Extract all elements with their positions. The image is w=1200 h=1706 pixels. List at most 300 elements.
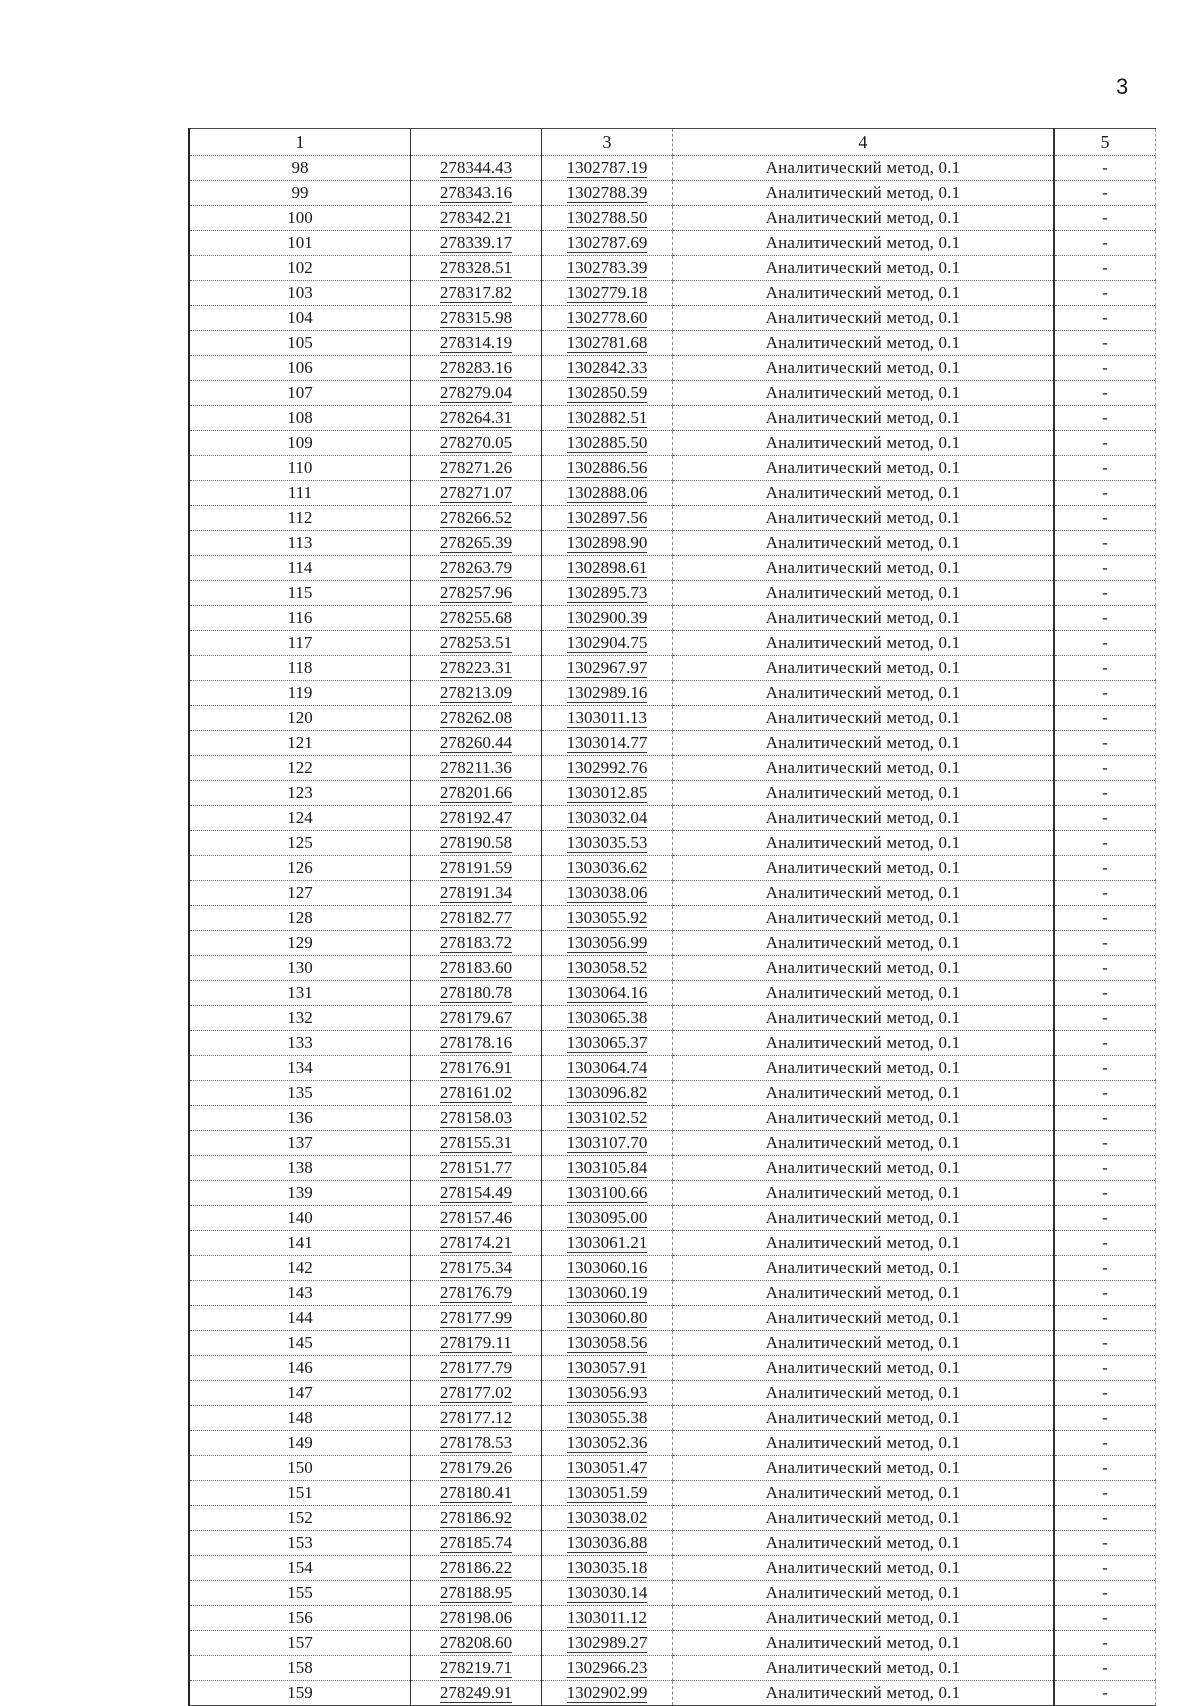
y-coordinate: 1303035.53 bbox=[566, 833, 648, 852]
point-number: 151 bbox=[189, 1481, 411, 1506]
x-coordinate: 278188.95 bbox=[439, 1583, 513, 1602]
y-coordinate: 1302895.73 bbox=[566, 583, 648, 602]
x-coordinate: 278255.68 bbox=[439, 608, 513, 627]
table-row bbox=[189, 1131, 1156, 1156]
y-coordinate-cell bbox=[542, 181, 673, 206]
note: - bbox=[1054, 1431, 1156, 1456]
y-coordinate: 1302898.90 bbox=[566, 533, 648, 552]
y-coordinate: 1303064.74 bbox=[566, 1058, 648, 1077]
x-coordinate: 278191.59 bbox=[439, 858, 513, 877]
point-number: 134 bbox=[189, 1056, 411, 1081]
point-number: 126 bbox=[189, 856, 411, 881]
y-coordinate: 1302897.56 bbox=[566, 508, 648, 527]
method-accuracy: Аналитический метод, 0.1 bbox=[673, 781, 1055, 806]
point-number: 113 bbox=[189, 531, 411, 556]
y-coordinate-cell bbox=[542, 1156, 673, 1181]
note: - bbox=[1054, 881, 1156, 906]
x-coordinate-cell bbox=[411, 1406, 542, 1431]
method-accuracy: Аналитический метод, 0.1 bbox=[673, 631, 1055, 656]
note: - bbox=[1054, 156, 1156, 181]
note: - bbox=[1054, 1531, 1156, 1556]
note: - bbox=[1054, 1081, 1156, 1106]
y-coordinate: 1302966.23 bbox=[566, 1658, 648, 1677]
x-coordinate-cell bbox=[411, 331, 542, 356]
y-coordinate: 1303036.62 bbox=[566, 858, 648, 877]
table-row bbox=[189, 981, 1156, 1006]
x-coordinate: 278253.51 bbox=[439, 633, 513, 652]
table-row bbox=[189, 681, 1156, 706]
table-row bbox=[189, 931, 1156, 956]
header-col-3: 3 bbox=[542, 129, 673, 156]
method-accuracy: Аналитический метод, 0.1 bbox=[673, 1581, 1055, 1606]
point-number: 139 bbox=[189, 1181, 411, 1206]
note: - bbox=[1054, 1631, 1156, 1656]
method-accuracy: Аналитический метод, 0.1 bbox=[673, 331, 1055, 356]
method-accuracy: Аналитический метод, 0.1 bbox=[673, 1606, 1055, 1631]
y-coordinate: 1303052.36 bbox=[566, 1433, 648, 1452]
method-accuracy: Аналитический метод, 0.1 bbox=[673, 856, 1055, 881]
table-row bbox=[189, 156, 1156, 181]
point-number: 109 bbox=[189, 431, 411, 456]
coordinates-table bbox=[188, 128, 1156, 1706]
x-coordinate: 278198.06 bbox=[439, 1608, 513, 1627]
method-accuracy: Аналитический метод, 0.1 bbox=[673, 806, 1055, 831]
point-number: 137 bbox=[189, 1131, 411, 1156]
note: - bbox=[1054, 556, 1156, 581]
x-coordinate: 278339.17 bbox=[439, 233, 513, 252]
x-coordinate: 278264.31 bbox=[439, 408, 513, 427]
y-coordinate-cell bbox=[542, 1081, 673, 1106]
point-number: 147 bbox=[189, 1381, 411, 1406]
x-coordinate-cell bbox=[411, 731, 542, 756]
x-coordinate-cell bbox=[411, 931, 542, 956]
x-coordinate-cell bbox=[411, 1556, 542, 1581]
y-coordinate: 1302900.39 bbox=[566, 608, 648, 627]
note: - bbox=[1054, 231, 1156, 256]
table-row bbox=[189, 481, 1156, 506]
method-accuracy: Аналитический метод, 0.1 bbox=[673, 306, 1055, 331]
method-accuracy: Аналитический метод, 0.1 bbox=[673, 906, 1055, 931]
x-coordinate-cell bbox=[411, 606, 542, 631]
table-row bbox=[189, 1281, 1156, 1306]
note: - bbox=[1054, 806, 1156, 831]
x-coordinate-cell bbox=[411, 1006, 542, 1031]
note: - bbox=[1054, 381, 1156, 406]
x-coordinate: 278183.60 bbox=[439, 958, 513, 977]
x-coordinate-cell bbox=[411, 781, 542, 806]
note: - bbox=[1054, 831, 1156, 856]
x-coordinate-cell bbox=[411, 156, 542, 181]
x-coordinate: 278266.52 bbox=[439, 508, 513, 527]
point-number: 150 bbox=[189, 1456, 411, 1481]
y-coordinate: 1303055.38 bbox=[566, 1408, 648, 1427]
method-accuracy: Аналитический метод, 0.1 bbox=[673, 1556, 1055, 1581]
method-accuracy: Аналитический метод, 0.1 bbox=[673, 731, 1055, 756]
y-coordinate-cell bbox=[542, 306, 673, 331]
y-coordinate: 1303035.18 bbox=[566, 1558, 648, 1577]
y-coordinate-cell bbox=[542, 656, 673, 681]
y-coordinate: 1302902.99 bbox=[566, 1683, 648, 1702]
note: - bbox=[1054, 1181, 1156, 1206]
x-coordinate-cell bbox=[411, 1206, 542, 1231]
point-number: 140 bbox=[189, 1206, 411, 1231]
x-coordinate-cell bbox=[411, 1656, 542, 1681]
note: - bbox=[1054, 1231, 1156, 1256]
point-number: 136 bbox=[189, 1106, 411, 1131]
x-coordinate: 278283.16 bbox=[439, 358, 513, 377]
x-coordinate-cell bbox=[411, 681, 542, 706]
table-row bbox=[189, 1381, 1156, 1406]
point-number: 149 bbox=[189, 1431, 411, 1456]
y-coordinate: 1303065.37 bbox=[566, 1033, 648, 1052]
note: - bbox=[1054, 1506, 1156, 1531]
table-row bbox=[189, 1406, 1156, 1431]
y-coordinate: 1303051.59 bbox=[566, 1483, 648, 1502]
y-coordinate-cell bbox=[542, 606, 673, 631]
x-coordinate: 278328.51 bbox=[439, 258, 513, 277]
y-coordinate-cell bbox=[542, 206, 673, 231]
point-number: 104 bbox=[189, 306, 411, 331]
y-coordinate: 1303030.14 bbox=[566, 1583, 648, 1602]
x-coordinate-cell bbox=[411, 556, 542, 581]
table-row bbox=[189, 956, 1156, 981]
x-coordinate-cell bbox=[411, 1631, 542, 1656]
x-coordinate-cell bbox=[411, 1381, 542, 1406]
table-row bbox=[189, 1156, 1156, 1181]
x-coordinate-cell bbox=[411, 1331, 542, 1356]
method-accuracy: Аналитический метод, 0.1 bbox=[673, 956, 1055, 981]
y-coordinate-cell bbox=[542, 256, 673, 281]
y-coordinate: 1303058.52 bbox=[566, 958, 648, 977]
y-coordinate-cell bbox=[542, 1231, 673, 1256]
note: - bbox=[1054, 581, 1156, 606]
table-row bbox=[189, 856, 1156, 881]
method-accuracy: Аналитический метод, 0.1 bbox=[673, 606, 1055, 631]
point-number: 159 bbox=[189, 1681, 411, 1706]
y-coordinate: 1303107.70 bbox=[566, 1133, 648, 1152]
y-coordinate: 1303105.84 bbox=[566, 1158, 648, 1177]
x-coordinate-cell bbox=[411, 206, 542, 231]
x-coordinate: 278211.36 bbox=[440, 758, 512, 777]
x-coordinate: 278178.53 bbox=[439, 1433, 513, 1452]
method-accuracy: Аналитический метод, 0.1 bbox=[673, 431, 1055, 456]
point-number: 120 bbox=[189, 706, 411, 731]
point-number: 154 bbox=[189, 1556, 411, 1581]
method-accuracy: Аналитический метод, 0.1 bbox=[673, 256, 1055, 281]
x-coordinate: 278344.43 bbox=[439, 158, 513, 177]
note: - bbox=[1054, 631, 1156, 656]
table-row bbox=[189, 1081, 1156, 1106]
y-coordinate: 1303096.82 bbox=[566, 1083, 648, 1102]
table-row bbox=[189, 406, 1156, 431]
y-coordinate-cell bbox=[542, 1681, 673, 1706]
table-row bbox=[189, 1306, 1156, 1331]
x-coordinate: 278177.79 bbox=[439, 1358, 513, 1377]
x-coordinate: 278342.21 bbox=[439, 208, 513, 227]
point-number: 116 bbox=[189, 606, 411, 631]
x-coordinate: 278249.91 bbox=[439, 1683, 513, 1702]
y-coordinate: 1303036.88 bbox=[566, 1533, 648, 1552]
y-coordinate-cell bbox=[542, 831, 673, 856]
table-row bbox=[189, 581, 1156, 606]
note: - bbox=[1054, 1331, 1156, 1356]
note: - bbox=[1054, 1381, 1156, 1406]
x-coordinate: 278190.58 bbox=[439, 833, 513, 852]
y-coordinate: 1303057.91 bbox=[566, 1358, 648, 1377]
y-coordinate-cell bbox=[542, 706, 673, 731]
x-coordinate: 278151.77 bbox=[439, 1158, 513, 1177]
point-number: 133 bbox=[189, 1031, 411, 1056]
note: - bbox=[1054, 606, 1156, 631]
x-coordinate-cell bbox=[411, 656, 542, 681]
method-accuracy: Аналитический метод, 0.1 bbox=[673, 181, 1055, 206]
point-number: 146 bbox=[189, 1356, 411, 1381]
method-accuracy: Аналитический метод, 0.1 bbox=[673, 981, 1055, 1006]
y-coordinate-cell bbox=[542, 556, 673, 581]
note: - bbox=[1054, 1581, 1156, 1606]
note: - bbox=[1054, 706, 1156, 731]
x-coordinate: 278343.16 bbox=[439, 183, 513, 202]
note: - bbox=[1054, 1206, 1156, 1231]
method-accuracy: Аналитический метод, 0.1 bbox=[673, 456, 1055, 481]
point-number: 129 bbox=[189, 931, 411, 956]
x-coordinate-cell bbox=[411, 1431, 542, 1456]
method-accuracy: Аналитический метод, 0.1 bbox=[673, 581, 1055, 606]
y-coordinate-cell bbox=[542, 681, 673, 706]
x-coordinate: 278182.77 bbox=[439, 908, 513, 927]
x-coordinate: 278177.12 bbox=[439, 1408, 513, 1427]
table-row bbox=[189, 506, 1156, 531]
y-coordinate-cell bbox=[542, 1056, 673, 1081]
note: - bbox=[1054, 256, 1156, 281]
table-row bbox=[189, 1256, 1156, 1281]
x-coordinate: 278265.39 bbox=[439, 533, 513, 552]
x-coordinate-cell bbox=[411, 631, 542, 656]
note: - bbox=[1054, 1406, 1156, 1431]
y-coordinate-cell bbox=[542, 1006, 673, 1031]
point-number: 100 bbox=[189, 206, 411, 231]
y-coordinate-cell bbox=[542, 1606, 673, 1631]
x-coordinate: 278186.92 bbox=[439, 1508, 513, 1527]
table-row bbox=[189, 656, 1156, 681]
note: - bbox=[1054, 681, 1156, 706]
y-coordinate-cell bbox=[542, 406, 673, 431]
x-coordinate: 278176.91 bbox=[439, 1058, 513, 1077]
table-row bbox=[189, 1581, 1156, 1606]
note: - bbox=[1054, 1106, 1156, 1131]
point-number: 152 bbox=[189, 1506, 411, 1531]
x-coordinate-cell bbox=[411, 1081, 542, 1106]
note: - bbox=[1054, 531, 1156, 556]
point-number: 141 bbox=[189, 1231, 411, 1256]
y-coordinate-cell bbox=[542, 381, 673, 406]
y-coordinate: 1302788.39 bbox=[566, 183, 648, 202]
x-coordinate-cell bbox=[411, 1306, 542, 1331]
table-row bbox=[189, 1056, 1156, 1081]
y-coordinate: 1302842.33 bbox=[566, 358, 648, 377]
y-coordinate-cell bbox=[542, 1281, 673, 1306]
x-coordinate: 278262.08 bbox=[439, 708, 513, 727]
point-number: 155 bbox=[189, 1581, 411, 1606]
method-accuracy: Аналитический метод, 0.1 bbox=[673, 406, 1055, 431]
y-coordinate-cell bbox=[542, 431, 673, 456]
x-coordinate: 278179.67 bbox=[439, 1008, 513, 1027]
y-coordinate: 1302778.60 bbox=[566, 308, 648, 327]
x-coordinate-cell bbox=[411, 1531, 542, 1556]
x-coordinate-cell bbox=[411, 956, 542, 981]
x-coordinate-cell bbox=[411, 881, 542, 906]
y-coordinate-cell bbox=[542, 1106, 673, 1131]
point-number: 123 bbox=[189, 781, 411, 806]
point-number: 117 bbox=[189, 631, 411, 656]
x-coordinate: 278257.96 bbox=[439, 583, 513, 602]
point-number: 124 bbox=[189, 806, 411, 831]
y-coordinate: 1303060.80 bbox=[566, 1308, 648, 1327]
point-number: 128 bbox=[189, 906, 411, 931]
note: - bbox=[1054, 1481, 1156, 1506]
point-number: 99 bbox=[189, 181, 411, 206]
x-coordinate: 278177.02 bbox=[439, 1383, 513, 1402]
point-number: 142 bbox=[189, 1256, 411, 1281]
header-col-5: 5 bbox=[1054, 129, 1156, 156]
y-coordinate: 1303102.52 bbox=[566, 1108, 648, 1127]
table-row bbox=[189, 1181, 1156, 1206]
method-accuracy: Аналитический метод, 0.1 bbox=[673, 1531, 1055, 1556]
table-row bbox=[189, 206, 1156, 231]
x-coordinate-cell bbox=[411, 481, 542, 506]
method-accuracy: Аналитический метод, 0.1 bbox=[673, 756, 1055, 781]
table-row bbox=[189, 531, 1156, 556]
y-coordinate: 1303056.93 bbox=[566, 1383, 648, 1402]
x-coordinate: 278315.98 bbox=[439, 308, 513, 327]
x-coordinate-cell bbox=[411, 231, 542, 256]
method-accuracy: Аналитический метод, 0.1 bbox=[673, 1256, 1055, 1281]
note: - bbox=[1054, 1056, 1156, 1081]
note: - bbox=[1054, 356, 1156, 381]
y-coordinate-cell bbox=[542, 1331, 673, 1356]
x-coordinate: 278157.46 bbox=[439, 1208, 513, 1227]
point-number: 106 bbox=[189, 356, 411, 381]
method-accuracy: Аналитический метод, 0.1 bbox=[673, 1281, 1055, 1306]
note: - bbox=[1054, 306, 1156, 331]
x-coordinate: 278180.41 bbox=[439, 1483, 513, 1502]
y-coordinate-cell bbox=[542, 1656, 673, 1681]
page-number: 3 bbox=[1116, 74, 1129, 99]
y-coordinate: 1302885.50 bbox=[566, 433, 648, 452]
note: - bbox=[1054, 1156, 1156, 1181]
table-row bbox=[189, 381, 1156, 406]
y-coordinate: 1303038.06 bbox=[566, 883, 648, 902]
note: - bbox=[1054, 956, 1156, 981]
table-row bbox=[189, 706, 1156, 731]
y-coordinate: 1303065.38 bbox=[566, 1008, 648, 1027]
y-coordinate-cell bbox=[542, 806, 673, 831]
y-coordinate: 1303032.04 bbox=[566, 808, 648, 827]
x-coordinate-cell bbox=[411, 1031, 542, 1056]
note: - bbox=[1054, 856, 1156, 881]
point-number: 143 bbox=[189, 1281, 411, 1306]
x-coordinate-cell bbox=[411, 806, 542, 831]
method-accuracy: Аналитический метод, 0.1 bbox=[673, 1406, 1055, 1431]
y-coordinate: 1303061.21 bbox=[566, 1233, 648, 1252]
table-row bbox=[189, 1231, 1156, 1256]
method-accuracy: Аналитический метод, 0.1 bbox=[673, 206, 1055, 231]
point-number: 114 bbox=[189, 556, 411, 581]
x-coordinate-cell bbox=[411, 1606, 542, 1631]
table-row bbox=[189, 456, 1156, 481]
method-accuracy: Аналитический метод, 0.1 bbox=[673, 1006, 1055, 1031]
table-row bbox=[189, 756, 1156, 781]
table-row bbox=[189, 331, 1156, 356]
x-coordinate: 278154.49 bbox=[439, 1183, 513, 1202]
y-coordinate: 1303014.77 bbox=[566, 733, 648, 752]
method-accuracy: Аналитический метод, 0.1 bbox=[673, 931, 1055, 956]
x-coordinate: 278183.72 bbox=[439, 933, 513, 952]
note: - bbox=[1054, 781, 1156, 806]
y-coordinate-cell bbox=[542, 1581, 673, 1606]
header-col-2 bbox=[411, 129, 542, 156]
y-coordinate: 1303095.00 bbox=[566, 1208, 648, 1227]
y-coordinate: 1302904.75 bbox=[566, 633, 648, 652]
method-accuracy: Аналитический метод, 0.1 bbox=[673, 1231, 1055, 1256]
y-coordinate-cell bbox=[542, 906, 673, 931]
table-row bbox=[189, 831, 1156, 856]
note: - bbox=[1054, 1031, 1156, 1056]
y-coordinate-cell bbox=[542, 781, 673, 806]
x-coordinate-cell bbox=[411, 1456, 542, 1481]
method-accuracy: Аналитический метод, 0.1 bbox=[673, 656, 1055, 681]
method-accuracy: Аналитический метод, 0.1 bbox=[673, 556, 1055, 581]
method-accuracy: Аналитический метод, 0.1 bbox=[673, 1181, 1055, 1206]
x-coordinate: 278176.79 bbox=[439, 1283, 513, 1302]
y-coordinate: 1303051.47 bbox=[566, 1458, 648, 1477]
x-coordinate: 278155.31 bbox=[439, 1133, 513, 1152]
y-coordinate-cell bbox=[542, 1356, 673, 1381]
table-row bbox=[189, 1556, 1156, 1581]
note: - bbox=[1054, 931, 1156, 956]
y-coordinate-cell bbox=[542, 356, 673, 381]
y-coordinate-cell bbox=[542, 1631, 673, 1656]
x-coordinate-cell bbox=[411, 531, 542, 556]
x-coordinate-cell bbox=[411, 1231, 542, 1256]
point-number: 111 bbox=[189, 481, 411, 506]
table-row bbox=[189, 356, 1156, 381]
x-coordinate-cell bbox=[411, 456, 542, 481]
table-row bbox=[189, 731, 1156, 756]
table-row bbox=[189, 606, 1156, 631]
table-row bbox=[189, 256, 1156, 281]
y-coordinate-cell bbox=[542, 1506, 673, 1531]
x-coordinate: 278317.82 bbox=[439, 283, 513, 302]
y-coordinate-cell bbox=[542, 1531, 673, 1556]
x-coordinate: 278174.21 bbox=[439, 1233, 513, 1252]
note: - bbox=[1054, 656, 1156, 681]
x-coordinate-cell bbox=[411, 856, 542, 881]
x-coordinate-cell bbox=[411, 1356, 542, 1381]
y-coordinate: 1302882.51 bbox=[566, 408, 648, 427]
y-coordinate: 1303064.16 bbox=[566, 983, 648, 1002]
x-coordinate: 278158.03 bbox=[439, 1108, 513, 1127]
method-accuracy: Аналитический метод, 0.1 bbox=[673, 1206, 1055, 1231]
y-coordinate-cell bbox=[542, 156, 673, 181]
x-coordinate: 278178.16 bbox=[439, 1033, 513, 1052]
y-coordinate-cell bbox=[542, 531, 673, 556]
x-coordinate-cell bbox=[411, 1581, 542, 1606]
point-number: 158 bbox=[189, 1656, 411, 1681]
method-accuracy: Аналитический метод, 0.1 bbox=[673, 1506, 1055, 1531]
point-number: 110 bbox=[189, 456, 411, 481]
table-header-row bbox=[189, 129, 1156, 156]
